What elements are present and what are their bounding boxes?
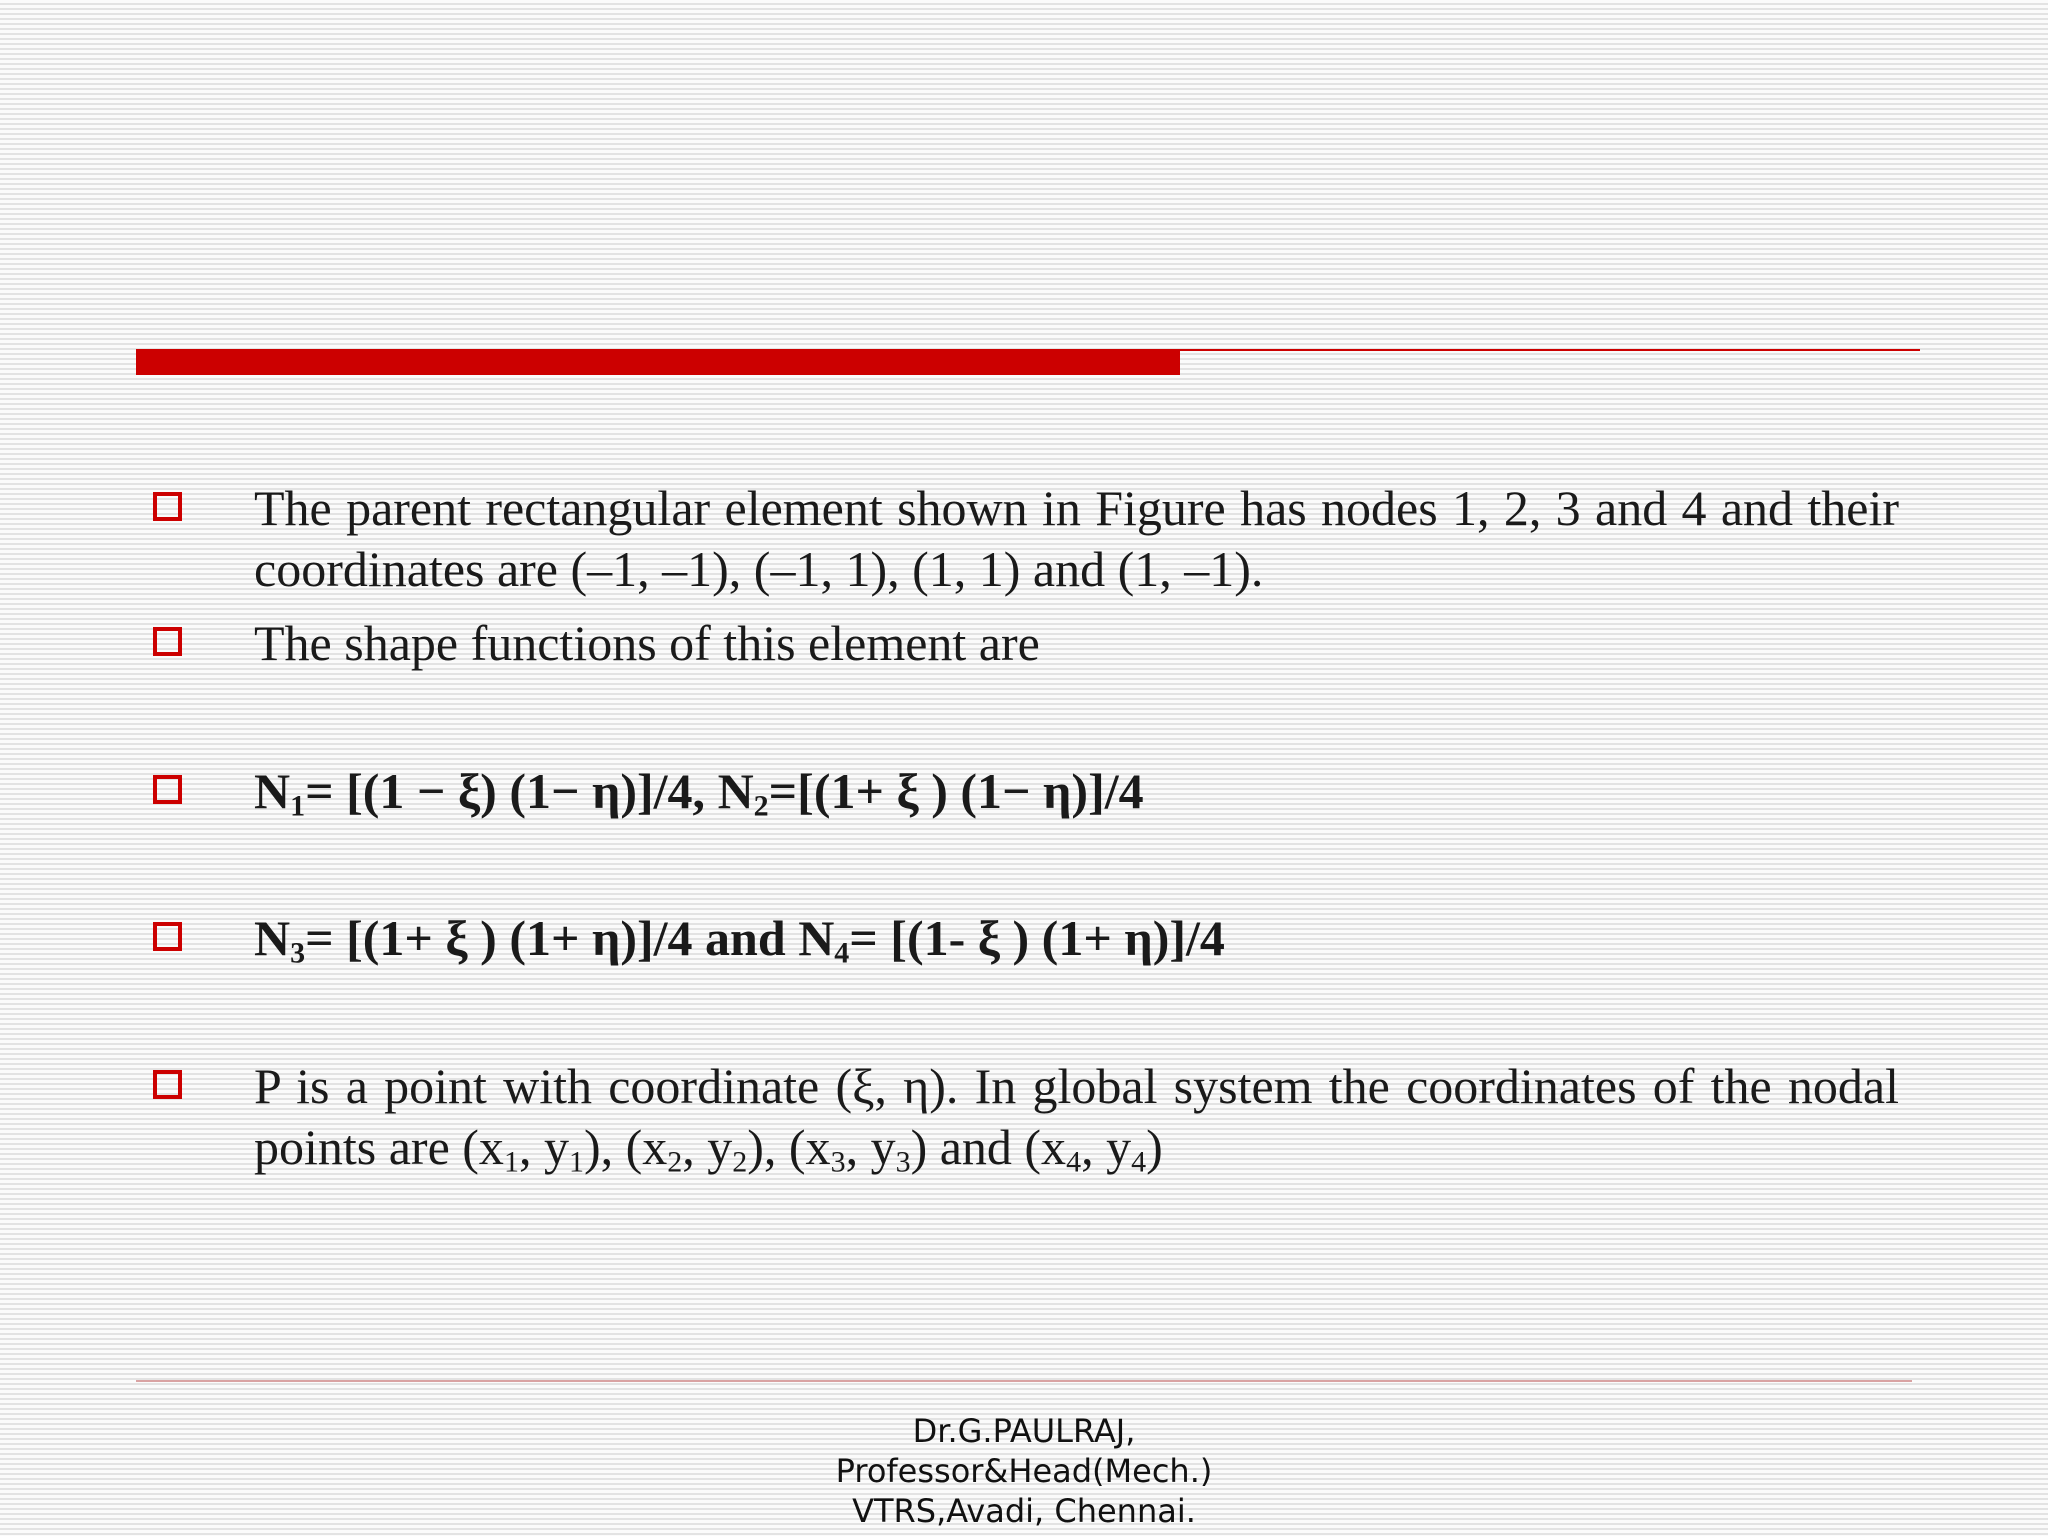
footer-credit bbox=[0, 1411, 2048, 1531]
subscript: 4 bbox=[1066, 1145, 1082, 1179]
subscript: 2 bbox=[667, 1145, 683, 1179]
text-segment: , y bbox=[845, 1119, 896, 1175]
subscript: 1 bbox=[568, 1145, 584, 1179]
text-segment: , y bbox=[518, 1119, 569, 1175]
text-segment: ) bbox=[1146, 1119, 1163, 1175]
equation-n1-n2 bbox=[254, 761, 1899, 822]
title-accent-line bbox=[1180, 349, 1920, 351]
hollow-square-icon bbox=[153, 492, 182, 521]
bullet-text: The parent rectangular element shown in Figure has nodes 1, 2, 3 and 4 and their coordinates are (–1, –1), (–1, 1), (1, 1) and (1, –1). bbox=[254, 480, 1899, 597]
n1-expression: = [(1 − ξ) (1− η)]/4, bbox=[305, 763, 718, 819]
footer-line-3: VTRS,Avadi, Chennai. bbox=[852, 1492, 1196, 1530]
n4-subscript: 4 bbox=[834, 936, 850, 970]
hollow-square-icon bbox=[153, 775, 182, 804]
hollow-square-icon bbox=[153, 922, 182, 951]
footer-line-1: Dr.G.PAULRAJ, bbox=[912, 1412, 1136, 1450]
n2-symbol: N bbox=[717, 763, 754, 819]
text-segment: ), (x bbox=[747, 1119, 831, 1175]
bullet-text bbox=[254, 1056, 1899, 1178]
n3-symbol: N bbox=[254, 910, 291, 966]
title-accent-bar bbox=[136, 349, 1180, 375]
subscript: 2 bbox=[732, 1145, 748, 1179]
text-segment: ) and (x bbox=[910, 1119, 1067, 1175]
footer-divider bbox=[136, 1380, 1912, 1382]
n4-expression: = [(1- ξ ) (1+ η)]/4 bbox=[849, 910, 1225, 966]
text-segment: P is a point with coordinate (ξ, η). In global system the coordinates of the nodal points are (x bbox=[254, 1058, 1899, 1175]
footer-line-2: Professor&Head(Mech.) bbox=[835, 1452, 1213, 1490]
n4-symbol: N bbox=[798, 910, 835, 966]
text-segment: , y bbox=[682, 1119, 733, 1175]
subscript: 3 bbox=[830, 1145, 846, 1179]
text-segment: ), (x bbox=[583, 1119, 668, 1175]
equation-n3-n4 bbox=[254, 908, 1899, 969]
hollow-square-icon bbox=[153, 1070, 182, 1099]
hollow-square-icon bbox=[153, 627, 182, 656]
n3-subscript: 3 bbox=[290, 936, 306, 970]
text-segment: , y bbox=[1081, 1119, 1132, 1175]
subscript: 3 bbox=[895, 1145, 911, 1179]
n3-expression: = [(1+ ξ ) (1+ η)]/4 and bbox=[305, 910, 799, 966]
n1-subscript: 1 bbox=[290, 789, 306, 823]
subscript: 1 bbox=[503, 1145, 519, 1179]
bullet-text: The shape functions of this element are bbox=[254, 615, 1040, 671]
n2-expression: =[(1+ ξ ) (1− η)]/4 bbox=[768, 763, 1144, 819]
subscript: 4 bbox=[1131, 1145, 1147, 1179]
n2-subscript: 2 bbox=[753, 789, 769, 823]
n1-symbol: N bbox=[254, 763, 291, 819]
